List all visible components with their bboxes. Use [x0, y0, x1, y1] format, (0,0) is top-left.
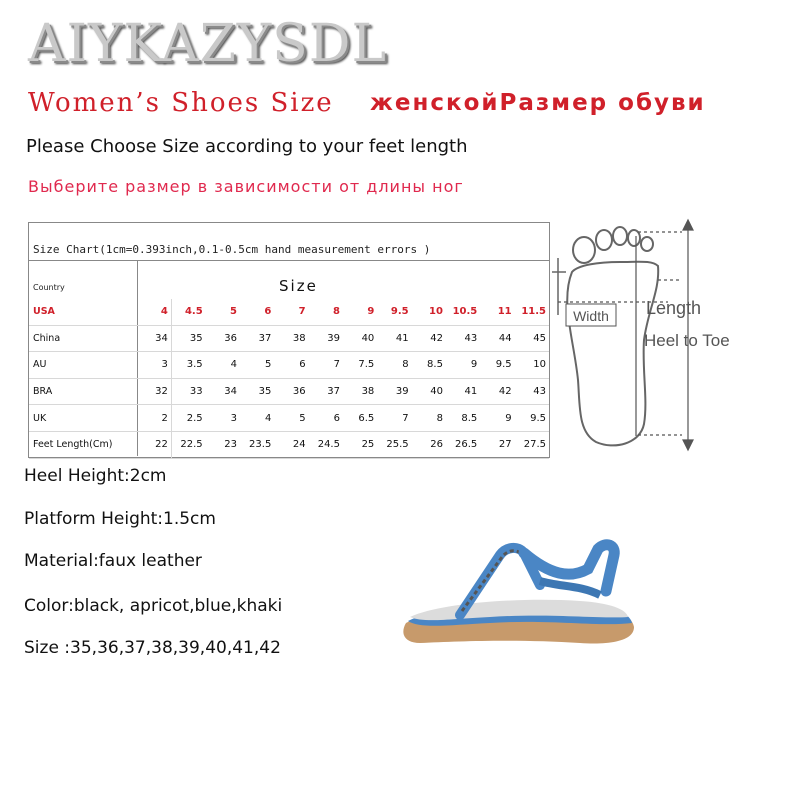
size-cell: 42	[480, 378, 514, 405]
size-cell: 25	[343, 431, 377, 458]
size-row-uk	[29, 405, 549, 432]
size-cell: 10	[515, 352, 549, 379]
size-table	[29, 299, 549, 459]
size-cell: 8	[377, 352, 411, 379]
size-cell: 24	[274, 431, 308, 458]
size-cell: 33	[171, 378, 205, 405]
size-cell: 24.5	[309, 431, 343, 458]
size-row-label: BRA	[29, 378, 137, 405]
size-cell: 6	[274, 352, 308, 379]
size-cell: 2.5	[171, 405, 205, 432]
size-row-feet-length-cm	[29, 431, 549, 458]
size-cell: 42	[412, 325, 446, 352]
sandal-icon	[400, 535, 640, 660]
size-row-au	[29, 352, 549, 379]
size-header: Size	[279, 277, 318, 295]
size-row-label: AU	[29, 352, 137, 379]
width-label: Width	[573, 308, 609, 324]
sandal-product-image	[400, 535, 640, 660]
size-cell: 7	[309, 352, 343, 379]
size-cell: 8	[309, 299, 343, 325]
size-chart-note: Size Chart(1cm=0.393inch,0.1-0.5cm hand measurement errors )	[33, 243, 431, 256]
size-cell: 8.5	[446, 405, 480, 432]
foot-outline-icon	[548, 210, 794, 460]
size-cell: 38	[274, 325, 308, 352]
instruction-russian: Выберите размер в зависимости от длины ног	[28, 177, 464, 196]
spec-heel-height: Heel Height:2cm	[24, 466, 167, 486]
size-cell: 4	[240, 405, 274, 432]
size-cell: 32	[137, 378, 171, 405]
size-cell: 6	[240, 299, 274, 325]
size-cell: 37	[240, 325, 274, 352]
size-cell: 37	[309, 378, 343, 405]
size-cell: 4	[137, 299, 171, 325]
size-cell: 35	[171, 325, 205, 352]
size-cell: 9	[446, 352, 480, 379]
size-cell: 26.5	[446, 431, 480, 458]
size-cell: 3	[137, 352, 171, 379]
size-row-bra	[29, 378, 549, 405]
size-cell: 5	[206, 299, 240, 325]
country-header: Country	[33, 283, 65, 292]
size-cell: 9.5	[377, 299, 411, 325]
spec-material: Material:faux leather	[24, 551, 202, 571]
title-russian: женскойРазмер обуви	[370, 90, 706, 116]
size-cell: 6.5	[343, 405, 377, 432]
size-cell: 34	[206, 378, 240, 405]
size-cell: 5	[274, 405, 308, 432]
size-cell: 9.5	[480, 352, 514, 379]
size-cell: 40	[343, 325, 377, 352]
length-label: Length	[646, 298, 702, 318]
size-cell: 43	[446, 325, 480, 352]
size-cell: 41	[377, 325, 411, 352]
size-cell: 8.5	[412, 352, 446, 379]
size-cell: 10	[412, 299, 446, 325]
size-cell: 36	[206, 325, 240, 352]
size-cell: 7	[274, 299, 308, 325]
brand-logo: AIYKAZYSDL	[28, 14, 388, 74]
spec-color: Color:black, apricot,blue,khaki	[24, 596, 283, 616]
size-cell: 5	[240, 352, 274, 379]
size-row-usa	[29, 299, 549, 325]
size-cell: 3	[206, 405, 240, 432]
size-cell: 10.5	[446, 299, 480, 325]
spec-platform-height: Platform Height:1.5cm	[24, 509, 216, 529]
size-cell: 40	[412, 378, 446, 405]
size-row-china	[29, 325, 549, 352]
size-cell: 44	[480, 325, 514, 352]
size-cell: 27.5	[515, 431, 549, 458]
size-cell: 4	[206, 352, 240, 379]
size-row-label: UK	[29, 405, 137, 432]
size-cell: 45	[515, 325, 549, 352]
size-cell: 7.5	[343, 352, 377, 379]
size-chart-divider	[29, 260, 549, 261]
size-cell: 11	[480, 299, 514, 325]
size-cell: 36	[274, 378, 308, 405]
spec-size: Size :35,36,37,38,39,40,41,42	[24, 638, 281, 658]
size-chart	[28, 222, 550, 458]
size-row-label: Feet Length(Cm)	[29, 431, 137, 458]
size-row-label: China	[29, 325, 137, 352]
size-cell: 39	[377, 378, 411, 405]
size-cell: 6	[309, 405, 343, 432]
size-cell: 35	[240, 378, 274, 405]
size-cell: 11.5	[515, 299, 549, 325]
size-cell: 3.5	[171, 352, 205, 379]
title-english: Women’s Shoes Size	[28, 88, 334, 118]
size-cell: 22	[137, 431, 171, 458]
size-cell: 23.5	[240, 431, 274, 458]
size-cell: 8	[412, 405, 446, 432]
length-sublabel: Heel to Toe	[644, 331, 730, 350]
size-cell: 26	[412, 431, 446, 458]
size-cell: 34	[137, 325, 171, 352]
size-cell: 39	[309, 325, 343, 352]
size-cell: 23	[206, 431, 240, 458]
size-cell: 9	[480, 405, 514, 432]
instruction-english: Please Choose Size according to your feet length	[26, 136, 468, 157]
size-cell: 38	[343, 378, 377, 405]
size-cell: 2	[137, 405, 171, 432]
size-cell: 43	[515, 378, 549, 405]
size-cell: 27	[480, 431, 514, 458]
size-cell: 9	[343, 299, 377, 325]
size-cell: 4.5	[171, 299, 205, 325]
size-cell: 7	[377, 405, 411, 432]
size-row-label: USA	[29, 299, 137, 325]
size-cell: 9.5	[515, 405, 549, 432]
size-cell: 41	[446, 378, 480, 405]
foot-measurement-diagram	[548, 210, 794, 460]
size-cell: 25.5	[377, 431, 411, 458]
size-cell: 22.5	[171, 431, 205, 458]
